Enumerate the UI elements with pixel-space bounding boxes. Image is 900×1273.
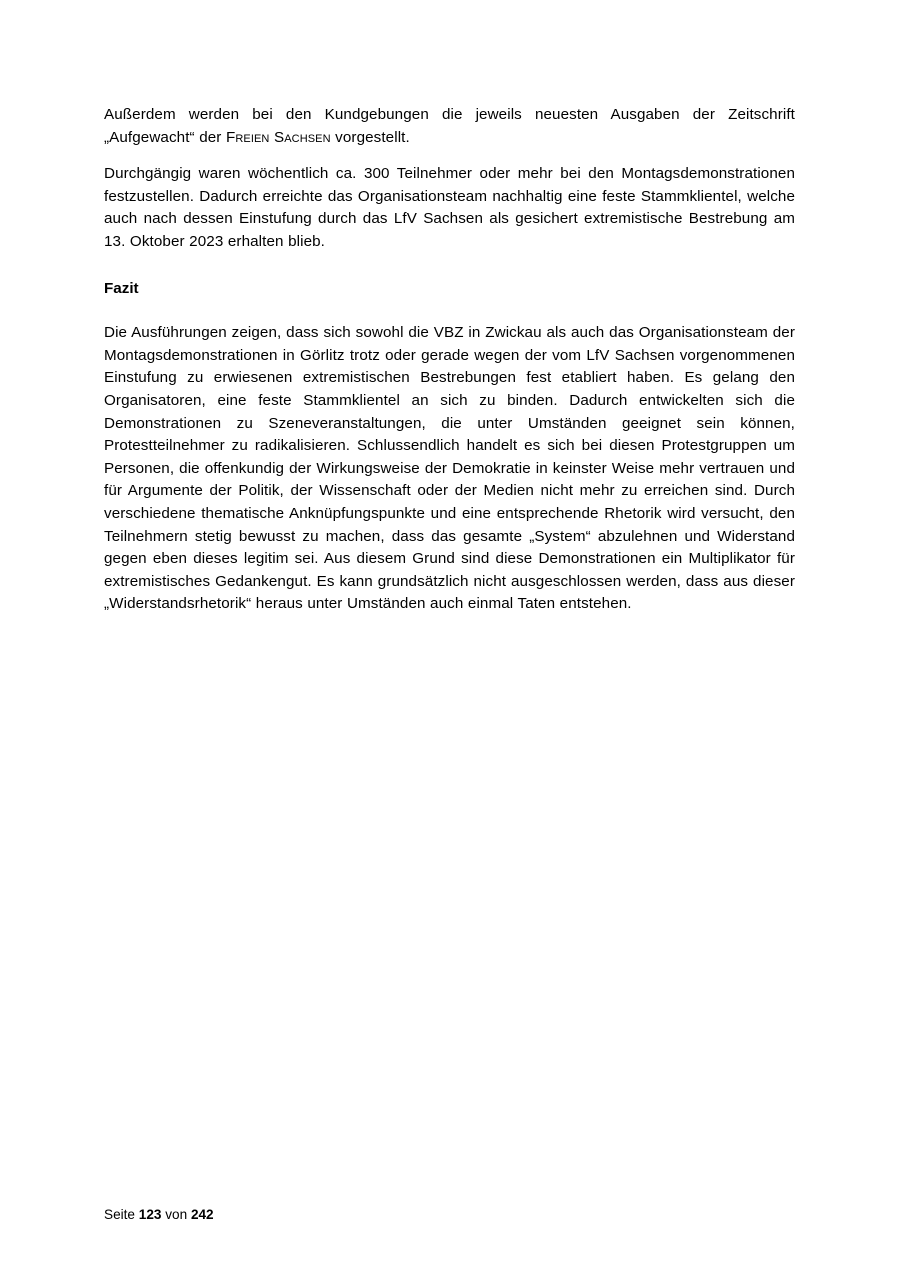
- paragraph-conclusion: [104, 322, 795, 616]
- paragraph-2-text: Durchgängig waren wöchentlich ca. 300 Teilnehmer oder mehr bei den Montagsdemonstrationen festzustellen. Dadurch erreichte das Organisationsteam nachhaltig eine feste Stammklientel, welche auch nach dessen Einstufung durch das LfV Sachsen als gesichert extremistische Bestrebung am 13. Oktober 2023 erhalten blieb.: [104, 165, 795, 250]
- page-footer: [104, 1206, 214, 1224]
- footer-separator: von: [165, 1207, 188, 1222]
- paragraph-1: [104, 104, 795, 149]
- footer-total-pages: 242: [190, 1207, 214, 1222]
- footer-page-number: 123: [138, 1207, 162, 1222]
- paragraph-2: [104, 163, 795, 253]
- paragraph-1-part-3: vorgestellt.: [330, 128, 410, 146]
- paragraph-1-part-1: Außerdem werden bei den Kundgebungen die jeweils neuesten Ausgaben der Zeitschrift „Aufgewacht“ der: [104, 106, 795, 146]
- section-heading-fazit: Fazit: [104, 279, 139, 297]
- footer-prefix: Seite: [104, 1207, 135, 1222]
- paragraph-1-smallcaps-organization: Freien Sachsen: [225, 128, 331, 146]
- paragraph-conclusion-text: Die Ausführungen zeigen, dass sich sowohl die VBZ in Zwickau als auch das Organisationsteam der Montagsdemonstrationen in Görlitz trotz oder gerade wegen der vom LfV Sachsen vorgenommenen Einstufung zu erwiesenen extremistischen Bestrebungen fest etabliert haben. Es gelang den Organisatoren, eine feste Stammklientel an sich zu binden. Dadurch entwickelten sich die Demonstrationen zu Szeneveranstaltungen, die unter Umständen geeignet sein können, Protestteilnehmer zu radikalisieren. Schlussendlich handelt es sich bei diesen Protestgruppen um Personen, die offenkundig der Wirkungsweise der Demokratie in keinster Weise mehr vertrauen und für Argumente der Politik, der Wissenschaft oder der Medien nicht mehr zu erreichen sind. Durch verschiedene thematische Anknüpfungspunkte und eine entsprechende Rhetorik wird versucht, den Teilnehmern stetig bewusst zu machen, dass das gesamte „System“ abzulehnen und Widerstand gegen eben dieses legitim sei. Aus diesem Grund sind diese Demonstrationen ein Multiplikator für extremistisches Gedankengut. Es kann grundsätzlich nicht ausgeschlossen werden, dass aus dieser „Widerstandsrhetorik“ heraus unter Umständen auch einmal Taten entstehen.: [104, 324, 795, 613]
